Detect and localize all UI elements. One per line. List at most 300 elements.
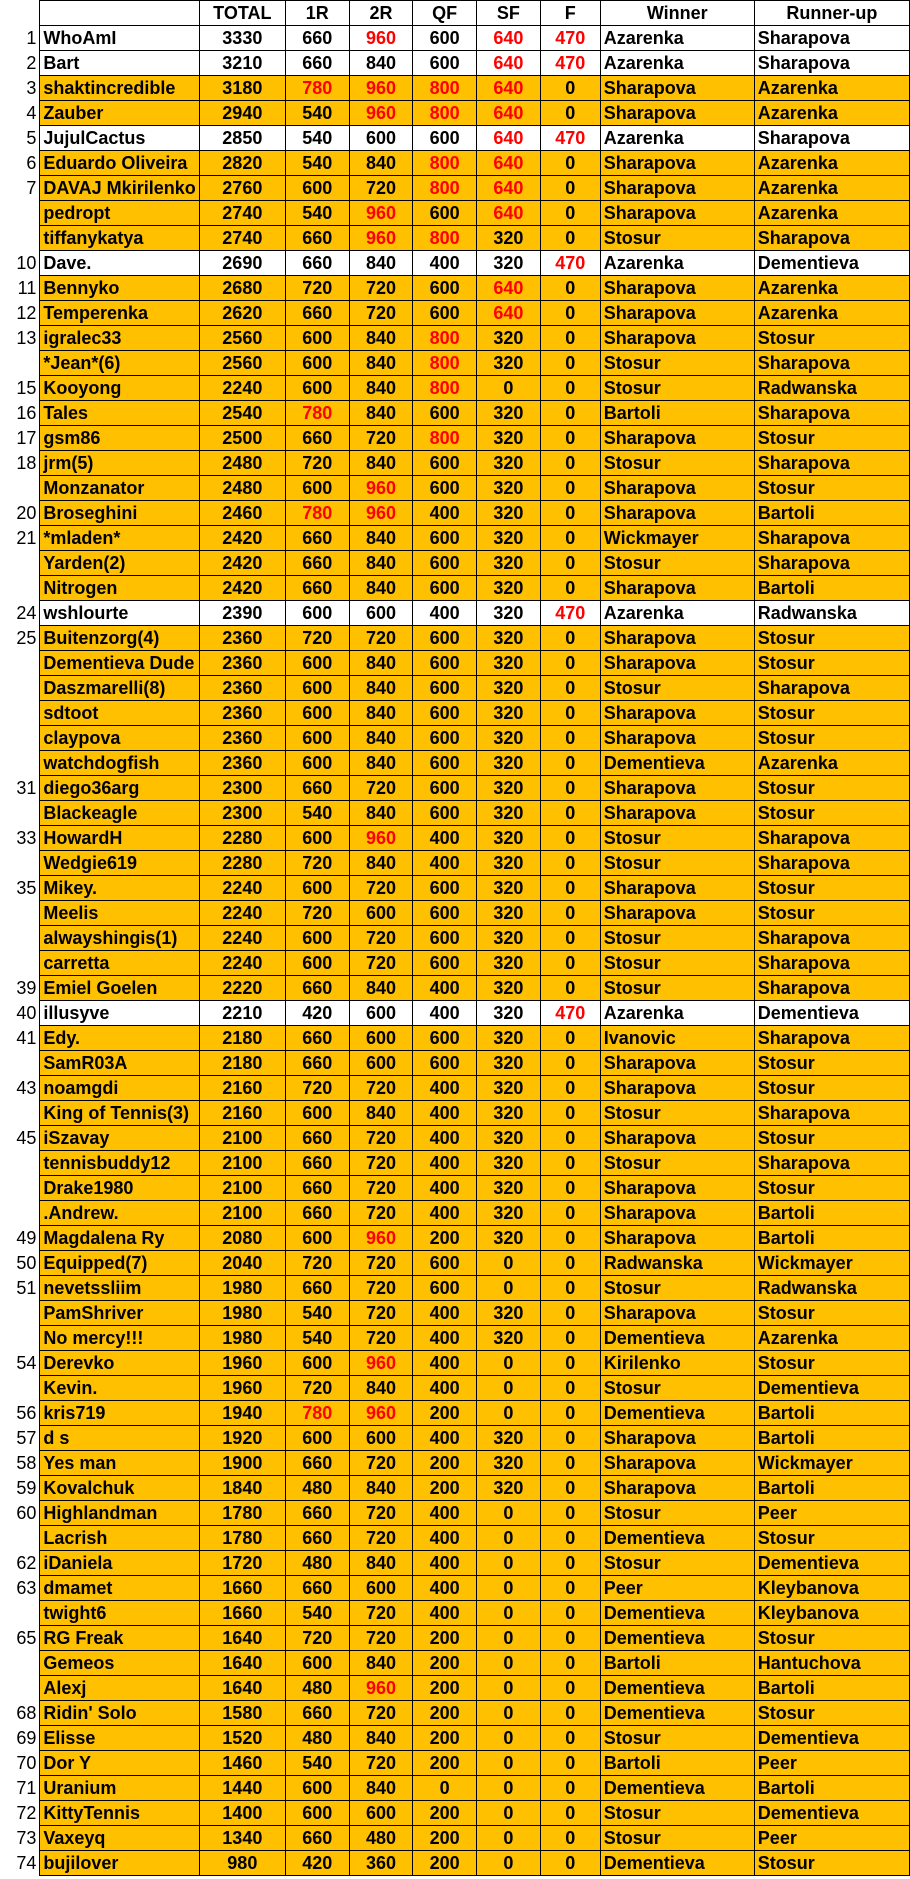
total-cell: 1640 bbox=[199, 1651, 285, 1676]
runner-up-cell: Sharapova bbox=[754, 526, 909, 551]
quarterfinal-cell: 200 bbox=[413, 1726, 477, 1751]
total-cell: 2240 bbox=[199, 901, 285, 926]
rank-cell: 35 bbox=[0, 876, 40, 901]
round-2-cell: 720 bbox=[349, 426, 413, 451]
semifinal-cell: 0 bbox=[477, 1501, 541, 1526]
quarterfinal-cell: 600 bbox=[413, 551, 477, 576]
total-cell: 2080 bbox=[199, 1226, 285, 1251]
semifinal-cell: 320 bbox=[477, 326, 541, 351]
winner-cell: Sharapova bbox=[600, 426, 754, 451]
winner-cell: Stosur bbox=[600, 951, 754, 976]
header-row bbox=[0, 1, 910, 26]
semifinal-cell: 0 bbox=[477, 1626, 541, 1651]
round-1-cell: 660 bbox=[285, 1826, 349, 1851]
table-row bbox=[0, 1226, 910, 1251]
rank-cell: 71 bbox=[0, 1776, 40, 1801]
semifinal-cell: 640 bbox=[477, 276, 541, 301]
rank-cell: 6 bbox=[0, 151, 40, 176]
total-cell: 2540 bbox=[199, 401, 285, 426]
final-cell: 0 bbox=[540, 1226, 600, 1251]
table-row bbox=[0, 626, 910, 651]
rank-cell bbox=[0, 1526, 40, 1551]
winner-cell: Sharapova bbox=[600, 1301, 754, 1326]
round-2-cell: 840 bbox=[349, 1376, 413, 1401]
semifinal-cell: 320 bbox=[477, 1026, 541, 1051]
runner-up-cell: Sharapova bbox=[754, 826, 909, 851]
round-1-cell: 720 bbox=[285, 276, 349, 301]
rank-cell: 13 bbox=[0, 326, 40, 351]
rank-cell: 74 bbox=[0, 1851, 40, 1876]
round-1-cell: 720 bbox=[285, 1251, 349, 1276]
header-2r: 2R bbox=[349, 1, 413, 26]
player-name-cell: Alexj bbox=[40, 1676, 199, 1701]
player-name-cell: Eduardo Oliveira bbox=[40, 151, 199, 176]
rank-cell: 20 bbox=[0, 501, 40, 526]
quarterfinal-cell: 400 bbox=[413, 1426, 477, 1451]
total-cell: 2420 bbox=[199, 576, 285, 601]
total-cell: 2280 bbox=[199, 851, 285, 876]
player-name-cell: Uranium bbox=[40, 1776, 199, 1801]
quarterfinal-cell: 400 bbox=[413, 1376, 477, 1401]
winner-cell: Dementieva bbox=[600, 1776, 754, 1801]
player-name-cell: diego36arg bbox=[40, 776, 199, 801]
final-cell: 0 bbox=[540, 901, 600, 926]
semifinal-cell: 320 bbox=[477, 526, 541, 551]
round-1-cell: 600 bbox=[285, 1651, 349, 1676]
quarterfinal-cell: 600 bbox=[413, 951, 477, 976]
table-row bbox=[0, 1526, 910, 1551]
semifinal-cell: 320 bbox=[477, 251, 541, 276]
winner-cell: Stosur bbox=[600, 1551, 754, 1576]
final-cell: 0 bbox=[540, 651, 600, 676]
round-1-cell: 420 bbox=[285, 1851, 349, 1876]
rank-cell: 45 bbox=[0, 1126, 40, 1151]
final-cell: 0 bbox=[540, 1851, 600, 1876]
total-cell: 1640 bbox=[199, 1626, 285, 1651]
round-2-cell: 840 bbox=[349, 526, 413, 551]
round-1-cell: 600 bbox=[285, 726, 349, 751]
runner-up-cell: Stosur bbox=[754, 901, 909, 926]
total-cell: 2100 bbox=[199, 1126, 285, 1151]
final-cell: 0 bbox=[540, 476, 600, 501]
rank-cell bbox=[0, 1176, 40, 1201]
table-row bbox=[0, 151, 910, 176]
runner-up-cell: Peer bbox=[754, 1826, 909, 1851]
table-row bbox=[0, 201, 910, 226]
winner-cell: Sharapova bbox=[600, 326, 754, 351]
final-cell: 0 bbox=[540, 701, 600, 726]
total-cell: 2460 bbox=[199, 501, 285, 526]
round-2-cell: 960 bbox=[349, 501, 413, 526]
round-2-cell: 840 bbox=[349, 751, 413, 776]
total-cell: 2160 bbox=[199, 1076, 285, 1101]
quarterfinal-cell: 600 bbox=[413, 726, 477, 751]
quarterfinal-cell: 600 bbox=[413, 301, 477, 326]
table-row bbox=[0, 76, 910, 101]
player-name-cell: King of Tennis(3) bbox=[40, 1101, 199, 1126]
table-row bbox=[0, 1126, 910, 1151]
round-2-cell: 840 bbox=[349, 351, 413, 376]
rank-cell bbox=[0, 651, 40, 676]
winner-cell: Sharapova bbox=[600, 476, 754, 501]
winner-cell: Peer bbox=[600, 1576, 754, 1601]
total-cell: 2740 bbox=[199, 201, 285, 226]
rank-cell: 73 bbox=[0, 1826, 40, 1851]
table-row bbox=[0, 576, 910, 601]
player-name-cell: JujulCactus bbox=[40, 126, 199, 151]
round-1-cell: 660 bbox=[285, 26, 349, 51]
quarterfinal-cell: 800 bbox=[413, 76, 477, 101]
final-cell: 0 bbox=[540, 1476, 600, 1501]
runner-up-cell: Sharapova bbox=[754, 126, 909, 151]
round-2-cell: 960 bbox=[349, 76, 413, 101]
final-cell: 0 bbox=[540, 1076, 600, 1101]
runner-up-cell: Stosur bbox=[754, 701, 909, 726]
rank-cell bbox=[0, 901, 40, 926]
quarterfinal-cell: 400 bbox=[413, 1301, 477, 1326]
round-1-cell: 540 bbox=[285, 1751, 349, 1776]
total-cell: 1980 bbox=[199, 1326, 285, 1351]
winner-cell: Sharapova bbox=[600, 1051, 754, 1076]
round-1-cell: 660 bbox=[285, 1576, 349, 1601]
rank-cell bbox=[0, 351, 40, 376]
player-name-cell: Derevko bbox=[40, 1351, 199, 1376]
runner-up-cell: Sharapova bbox=[754, 951, 909, 976]
rank-cell: 65 bbox=[0, 1626, 40, 1651]
winner-cell: Dementieva bbox=[600, 1601, 754, 1626]
player-name-cell: Equipped(7) bbox=[40, 1251, 199, 1276]
semifinal-cell: 320 bbox=[477, 551, 541, 576]
runner-up-cell: Stosur bbox=[754, 426, 909, 451]
player-name-cell: Dor Y bbox=[40, 1751, 199, 1776]
runner-up-cell: Sharapova bbox=[754, 976, 909, 1001]
semifinal-cell: 640 bbox=[477, 176, 541, 201]
total-cell: 1520 bbox=[199, 1726, 285, 1751]
quarterfinal-cell: 400 bbox=[413, 601, 477, 626]
final-cell: 0 bbox=[540, 1701, 600, 1726]
runner-up-cell: Azarenka bbox=[754, 301, 909, 326]
table-row bbox=[0, 226, 910, 251]
round-1-cell: 600 bbox=[285, 1776, 349, 1801]
round-2-cell: 720 bbox=[349, 776, 413, 801]
quarterfinal-cell: 800 bbox=[413, 151, 477, 176]
round-1-cell: 720 bbox=[285, 451, 349, 476]
rank-cell: 24 bbox=[0, 601, 40, 626]
rank-cell bbox=[0, 1201, 40, 1226]
rank-cell: 58 bbox=[0, 1451, 40, 1476]
winner-cell: Stosur bbox=[600, 1826, 754, 1851]
player-name-cell: KittyTennis bbox=[40, 1801, 199, 1826]
player-name-cell: Lacrish bbox=[40, 1526, 199, 1551]
round-2-cell: 720 bbox=[349, 1276, 413, 1301]
winner-cell: Dementieva bbox=[600, 1526, 754, 1551]
round-1-cell: 540 bbox=[285, 201, 349, 226]
runner-up-cell: Sharapova bbox=[754, 926, 909, 951]
total-cell: 2360 bbox=[199, 751, 285, 776]
round-1-cell: 540 bbox=[285, 151, 349, 176]
winner-cell: Sharapova bbox=[600, 1476, 754, 1501]
total-cell: 2240 bbox=[199, 951, 285, 976]
quarterfinal-cell: 800 bbox=[413, 351, 477, 376]
final-cell: 470 bbox=[540, 251, 600, 276]
winner-cell: Sharapova bbox=[600, 876, 754, 901]
semifinal-cell: 320 bbox=[477, 626, 541, 651]
runner-up-cell: Radwanska bbox=[754, 1276, 909, 1301]
runner-up-cell: Peer bbox=[754, 1751, 909, 1776]
winner-cell: Stosur bbox=[600, 1101, 754, 1126]
winner-cell: Sharapova bbox=[600, 576, 754, 601]
semifinal-cell: 0 bbox=[477, 1401, 541, 1426]
final-cell: 0 bbox=[540, 801, 600, 826]
winner-cell: Sharapova bbox=[600, 176, 754, 201]
header-total: TOTAL bbox=[199, 1, 285, 26]
quarterfinal-cell: 400 bbox=[413, 1326, 477, 1351]
quarterfinal-cell: 600 bbox=[413, 776, 477, 801]
winner-cell: Radwanska bbox=[600, 1251, 754, 1276]
final-cell: 0 bbox=[540, 451, 600, 476]
player-name-cell: iSzavay bbox=[40, 1126, 199, 1151]
final-cell: 0 bbox=[540, 1201, 600, 1226]
round-1-cell: 780 bbox=[285, 501, 349, 526]
rank-cell bbox=[0, 1151, 40, 1176]
round-1-cell: 720 bbox=[285, 1626, 349, 1651]
semifinal-cell: 0 bbox=[477, 1701, 541, 1726]
semifinal-cell: 320 bbox=[477, 576, 541, 601]
rank-cell: 21 bbox=[0, 526, 40, 551]
table-row bbox=[0, 851, 910, 876]
round-1-cell: 660 bbox=[285, 1501, 349, 1526]
winner-cell: Azarenka bbox=[600, 26, 754, 51]
round-1-cell: 720 bbox=[285, 1076, 349, 1101]
rank-cell: 7 bbox=[0, 176, 40, 201]
rank-cell: 5 bbox=[0, 126, 40, 151]
quarterfinal-cell: 600 bbox=[413, 1051, 477, 1076]
winner-cell: Stosur bbox=[600, 976, 754, 1001]
total-cell: 1960 bbox=[199, 1351, 285, 1376]
final-cell: 0 bbox=[540, 551, 600, 576]
header-name bbox=[40, 1, 199, 26]
table-row bbox=[0, 301, 910, 326]
final-cell: 0 bbox=[540, 1526, 600, 1551]
final-cell: 0 bbox=[540, 1601, 600, 1626]
round-1-cell: 600 bbox=[285, 476, 349, 501]
round-1-cell: 600 bbox=[285, 376, 349, 401]
round-2-cell: 840 bbox=[349, 1551, 413, 1576]
final-cell: 0 bbox=[540, 1276, 600, 1301]
runner-up-cell: Bartoli bbox=[754, 1776, 909, 1801]
round-1-cell: 720 bbox=[285, 901, 349, 926]
final-cell: 0 bbox=[540, 151, 600, 176]
final-cell: 0 bbox=[540, 1126, 600, 1151]
round-1-cell: 600 bbox=[285, 1226, 349, 1251]
table-row bbox=[0, 126, 910, 151]
final-cell: 0 bbox=[540, 1551, 600, 1576]
winner-cell: Sharapova bbox=[600, 701, 754, 726]
round-2-cell: 600 bbox=[349, 1051, 413, 1076]
runner-up-cell: Stosur bbox=[754, 801, 909, 826]
round-2-cell: 960 bbox=[349, 26, 413, 51]
rank-cell: 2 bbox=[0, 51, 40, 76]
player-name-cell: Drake1980 bbox=[40, 1176, 199, 1201]
round-1-cell: 660 bbox=[285, 526, 349, 551]
runner-up-cell: Sharapova bbox=[754, 51, 909, 76]
header-runner-up: Runner-up bbox=[754, 1, 909, 26]
runner-up-cell: Stosur bbox=[754, 1526, 909, 1551]
quarterfinal-cell: 200 bbox=[413, 1651, 477, 1676]
final-cell: 0 bbox=[540, 401, 600, 426]
player-name-cell: dmamet bbox=[40, 1576, 199, 1601]
total-cell: 1720 bbox=[199, 1551, 285, 1576]
semifinal-cell: 640 bbox=[477, 51, 541, 76]
quarterfinal-cell: 600 bbox=[413, 1251, 477, 1276]
runner-up-cell: Kleybanova bbox=[754, 1601, 909, 1626]
semifinal-cell: 0 bbox=[477, 1576, 541, 1601]
round-2-cell: 720 bbox=[349, 1126, 413, 1151]
quarterfinal-cell: 400 bbox=[413, 1126, 477, 1151]
total-cell: 1400 bbox=[199, 1801, 285, 1826]
total-cell: 2240 bbox=[199, 876, 285, 901]
player-name-cell: PamShriver bbox=[40, 1301, 199, 1326]
player-name-cell: .Andrew. bbox=[40, 1201, 199, 1226]
round-2-cell: 960 bbox=[349, 201, 413, 226]
semifinal-cell: 320 bbox=[477, 801, 541, 826]
table-row bbox=[0, 801, 910, 826]
rank-cell: 4 bbox=[0, 101, 40, 126]
rank-cell bbox=[0, 576, 40, 601]
rank-cell: 17 bbox=[0, 426, 40, 451]
total-cell: 2560 bbox=[199, 326, 285, 351]
winner-cell: Stosur bbox=[600, 351, 754, 376]
player-name-cell: Magdalena Ry bbox=[40, 1226, 199, 1251]
winner-cell: Sharapova bbox=[600, 1451, 754, 1476]
rank-cell: 1 bbox=[0, 26, 40, 51]
rank-cell bbox=[0, 226, 40, 251]
total-cell: 2760 bbox=[199, 176, 285, 201]
runner-up-cell: Azarenka bbox=[754, 201, 909, 226]
total-cell: 1660 bbox=[199, 1601, 285, 1626]
player-name-cell: tiffanykatya bbox=[40, 226, 199, 251]
player-name-cell: DAVAJ Mkirilenko bbox=[40, 176, 199, 201]
semifinal-cell: 320 bbox=[477, 426, 541, 451]
total-cell: 1900 bbox=[199, 1451, 285, 1476]
table-body bbox=[0, 26, 910, 1876]
table-row bbox=[0, 776, 910, 801]
rank-cell: 60 bbox=[0, 1501, 40, 1526]
rank-cell: 25 bbox=[0, 626, 40, 651]
runner-up-cell: Sharapova bbox=[754, 226, 909, 251]
total-cell: 3180 bbox=[199, 76, 285, 101]
round-1-cell: 540 bbox=[285, 101, 349, 126]
round-1-cell: 780 bbox=[285, 401, 349, 426]
round-2-cell: 720 bbox=[349, 1526, 413, 1551]
player-name-cell: twight6 bbox=[40, 1601, 199, 1626]
rank-cell bbox=[0, 951, 40, 976]
rank-cell bbox=[0, 726, 40, 751]
quarterfinal-cell: 200 bbox=[413, 1751, 477, 1776]
rank-cell: 57 bbox=[0, 1426, 40, 1451]
winner-cell: Stosur bbox=[600, 1151, 754, 1176]
semifinal-cell: 0 bbox=[477, 1651, 541, 1676]
quarterfinal-cell: 0 bbox=[413, 1776, 477, 1801]
total-cell: 1920 bbox=[199, 1426, 285, 1451]
round-1-cell: 600 bbox=[285, 176, 349, 201]
rank-cell bbox=[0, 1051, 40, 1076]
header-rank bbox=[0, 1, 40, 26]
table-row bbox=[0, 1176, 910, 1201]
final-cell: 0 bbox=[540, 101, 600, 126]
round-1-cell: 660 bbox=[285, 776, 349, 801]
runner-up-cell: Dementieva bbox=[754, 1551, 909, 1576]
semifinal-cell: 0 bbox=[477, 1676, 541, 1701]
winner-cell: Dementieva bbox=[600, 1851, 754, 1876]
runner-up-cell: Azarenka bbox=[754, 751, 909, 776]
winner-cell: Stosur bbox=[600, 226, 754, 251]
round-2-cell: 600 bbox=[349, 1026, 413, 1051]
rank-cell: 11 bbox=[0, 276, 40, 301]
winner-cell: Stosur bbox=[600, 1276, 754, 1301]
round-2-cell: 600 bbox=[349, 901, 413, 926]
rank-cell: 39 bbox=[0, 976, 40, 1001]
runner-up-cell: Stosur bbox=[754, 1851, 909, 1876]
player-name-cell: Yes man bbox=[40, 1451, 199, 1476]
total-cell: 2300 bbox=[199, 801, 285, 826]
round-2-cell: 840 bbox=[349, 1776, 413, 1801]
rank-cell: 12 bbox=[0, 301, 40, 326]
final-cell: 470 bbox=[540, 51, 600, 76]
table-row bbox=[0, 926, 910, 951]
rank-cell bbox=[0, 926, 40, 951]
table-row bbox=[0, 1726, 910, 1751]
round-2-cell: 960 bbox=[349, 226, 413, 251]
player-name-cell: Buitenzorg(4) bbox=[40, 626, 199, 651]
runner-up-cell: Bartoli bbox=[754, 1201, 909, 1226]
quarterfinal-cell: 600 bbox=[413, 576, 477, 601]
runner-up-cell: Stosur bbox=[754, 726, 909, 751]
round-2-cell: 840 bbox=[349, 726, 413, 751]
player-name-cell: HowardH bbox=[40, 826, 199, 851]
table-row bbox=[0, 1201, 910, 1226]
runner-up-cell: Dementieva bbox=[754, 1376, 909, 1401]
final-cell: 0 bbox=[540, 1676, 600, 1701]
winner-cell: Sharapova bbox=[600, 501, 754, 526]
rank-cell bbox=[0, 801, 40, 826]
final-cell: 0 bbox=[540, 501, 600, 526]
final-cell: 0 bbox=[540, 1451, 600, 1476]
header-f: F bbox=[540, 1, 600, 26]
quarterfinal-cell: 600 bbox=[413, 626, 477, 651]
quarterfinal-cell: 400 bbox=[413, 251, 477, 276]
final-cell: 0 bbox=[540, 626, 600, 651]
quarterfinal-cell: 400 bbox=[413, 1551, 477, 1576]
total-cell: 2240 bbox=[199, 926, 285, 951]
semifinal-cell: 320 bbox=[477, 1201, 541, 1226]
table-row bbox=[0, 1351, 910, 1376]
runner-up-cell: Radwanska bbox=[754, 376, 909, 401]
final-cell: 0 bbox=[540, 1051, 600, 1076]
semifinal-cell: 320 bbox=[477, 401, 541, 426]
winner-cell: Stosur bbox=[600, 1501, 754, 1526]
runner-up-cell: Azarenka bbox=[754, 151, 909, 176]
table-row bbox=[0, 1451, 910, 1476]
table-row bbox=[0, 1551, 910, 1576]
player-name-cell: illusyve bbox=[40, 1001, 199, 1026]
runner-up-cell: Dementieva bbox=[754, 251, 909, 276]
table-row bbox=[0, 976, 910, 1001]
player-name-cell: carretta bbox=[40, 951, 199, 976]
quarterfinal-cell: 200 bbox=[413, 1401, 477, 1426]
rank-cell: 16 bbox=[0, 401, 40, 426]
semifinal-cell: 640 bbox=[477, 101, 541, 126]
